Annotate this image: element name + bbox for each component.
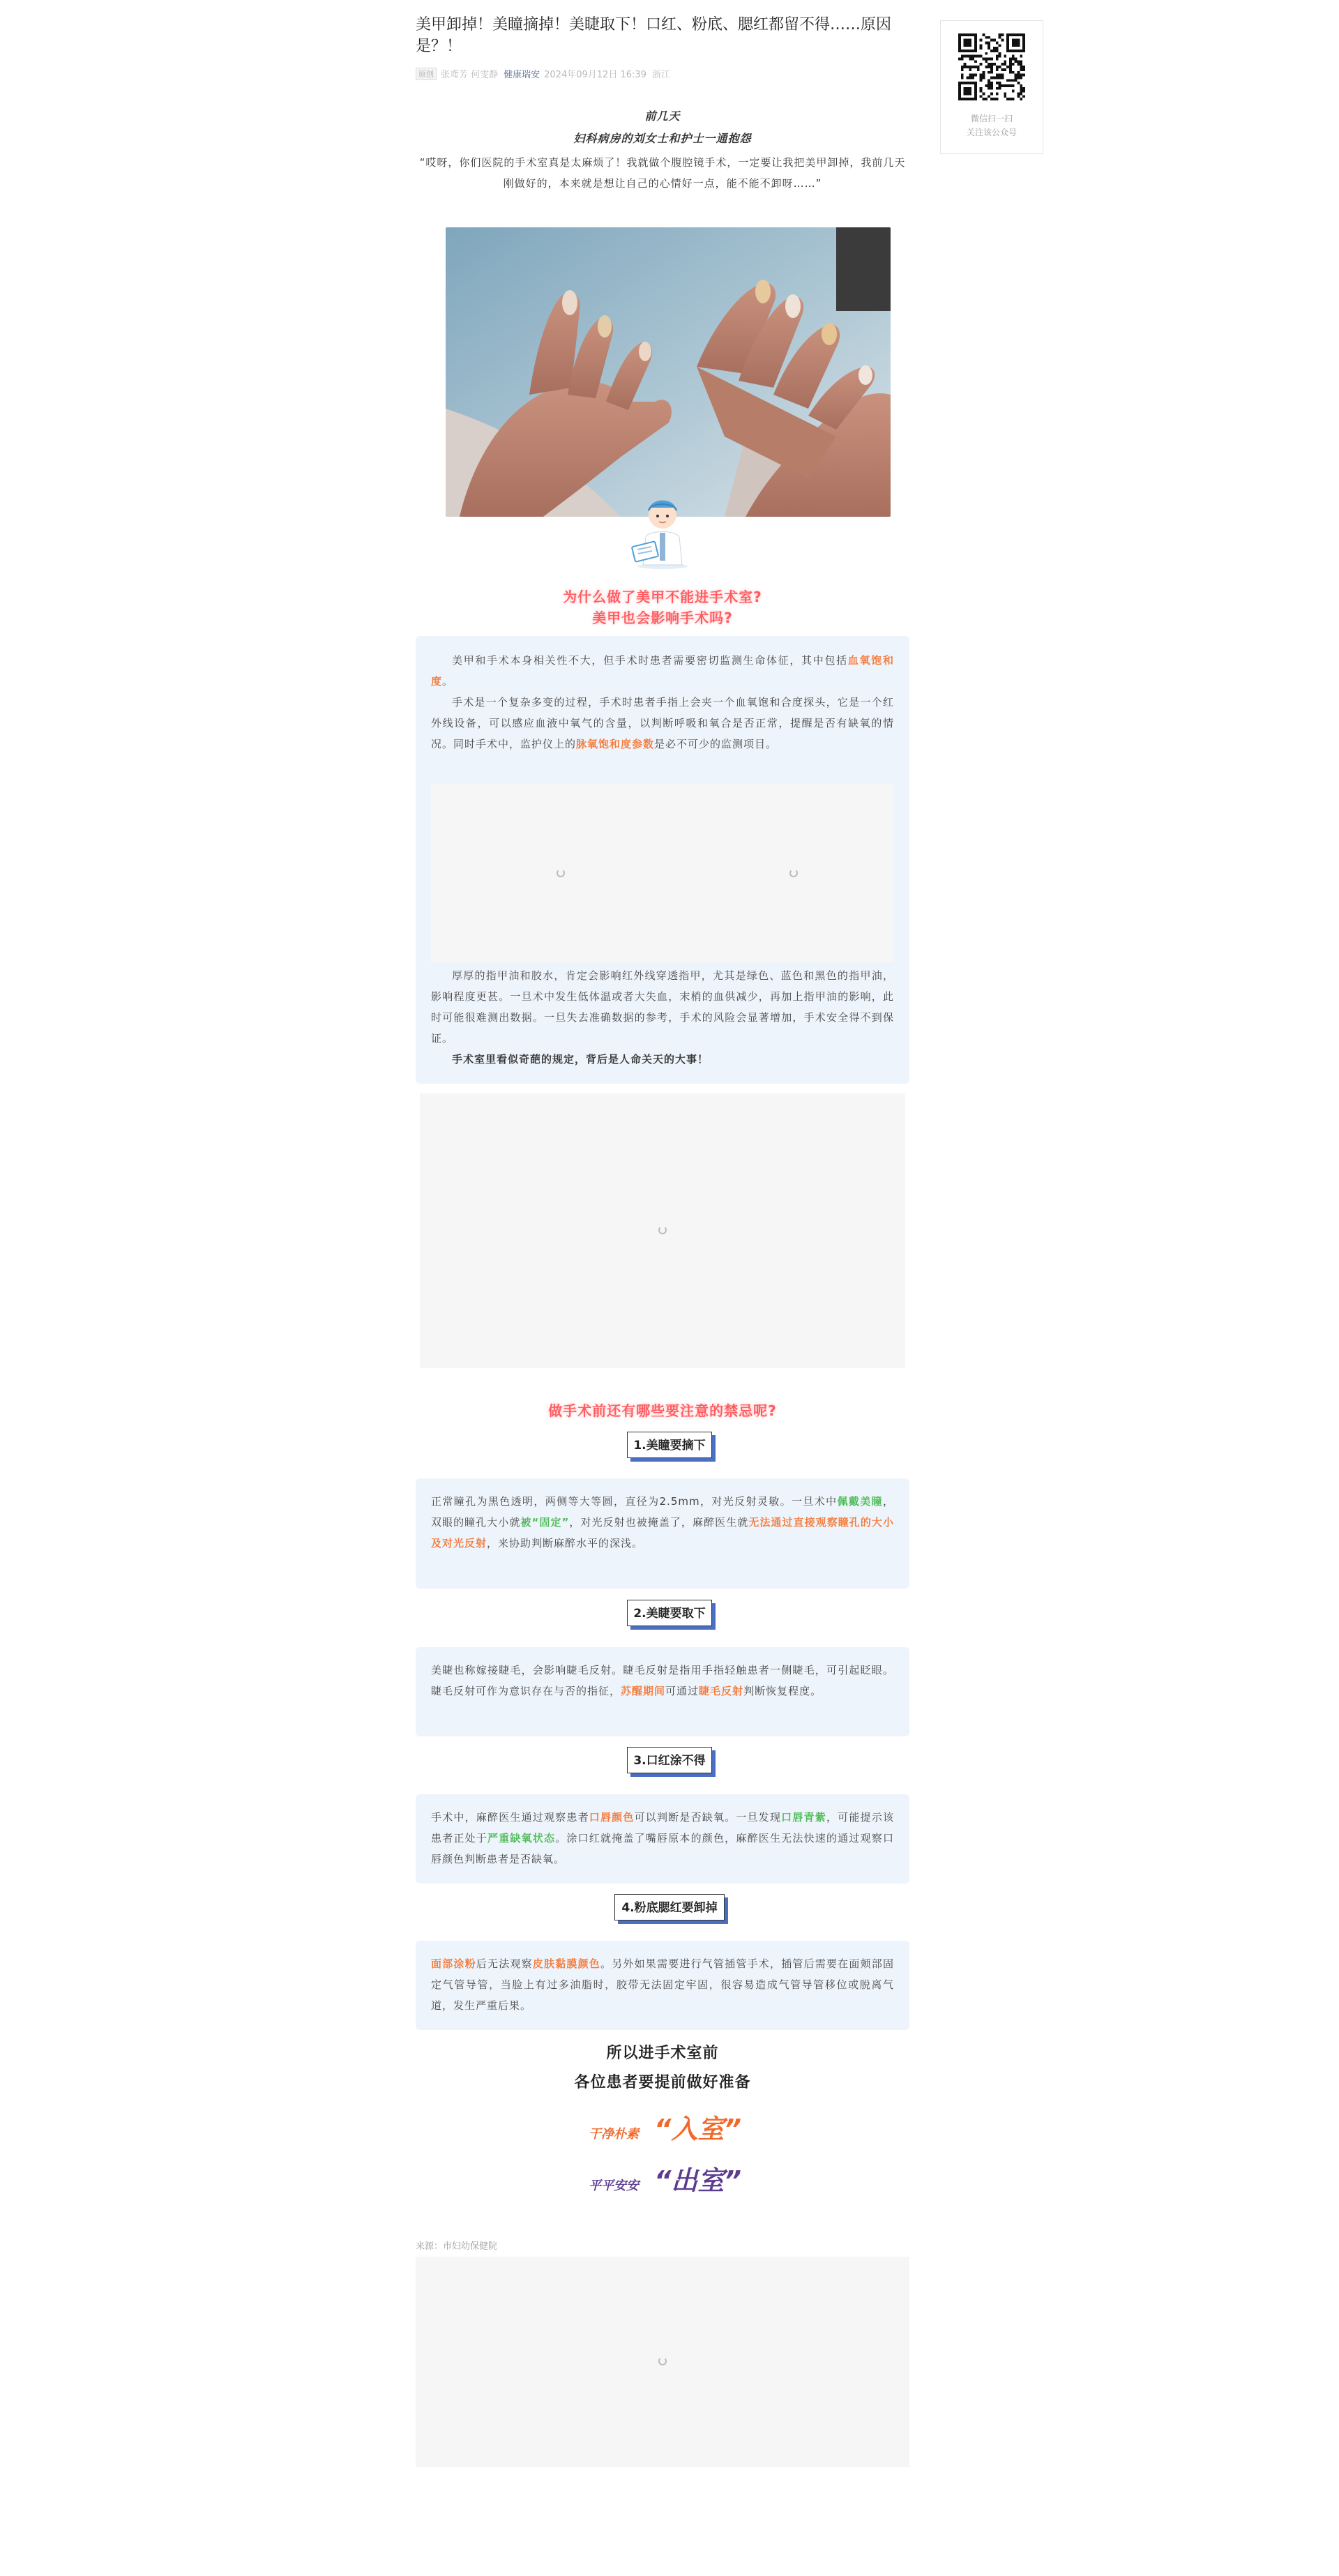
section1-heading-line2: 美甲也会影响手术吗? xyxy=(592,609,733,626)
section1-paragraph-3: 厚厚的指甲油和胶水，肯定会影响红外线穿透指甲，尤其是绿色、蓝色和黑色的指甲油，影响程度更甚。一旦术中发生低体温或者大失血，末梢的血供减少，再加上指甲油的影响，此时可能很难测出数据。一旦失去准确数据的参考，手术的风险会显著增加，手术安全得不到保证。 xyxy=(431,969,894,1045)
section1-box xyxy=(416,636,909,1084)
item-box-eyelash xyxy=(416,1647,909,1736)
slogan-exit-room xyxy=(589,2159,770,2198)
intro-line-1: 前几天 xyxy=(644,109,681,123)
patient-quote: “哎呀，你们医院的手术室真是太麻烦了！我就做个腹腔镜手术，一定要让我把美甲卸掉，我前几天刚做好的，本来就是想让自己的心情好一点，能不能不卸呀……” xyxy=(419,156,906,190)
slogan-1-big: “入室” xyxy=(654,2114,741,2144)
qr-code-icon xyxy=(958,33,1025,100)
item-box-contact-lens xyxy=(416,1478,909,1589)
image-placeholder-bottom xyxy=(416,2257,909,2467)
article-source: 来源：市妇幼保健院 xyxy=(416,2241,498,2252)
article-meta xyxy=(416,67,670,80)
publish-datetime: 2024年09月12日 16:39 xyxy=(544,70,646,80)
section1-paragraph-4: 手术室里看似奇葩的规定，背后是人命关天的大事！ xyxy=(452,1053,709,1066)
publish-location: 浙江 xyxy=(651,70,670,80)
manicure-photo xyxy=(446,227,891,517)
item-text-lipstick: 手术中，麻醉医生通过观察患者口唇颜色可以判断是否缺氧。一旦发现口唇青紫，可能提示该患者正处于严重缺氧状态。涂口红就掩盖了嘴唇原本的颜色，麻醉医生无法快速的通过观察口唇颜色判断患者是否缺氧。 xyxy=(431,1811,894,1865)
item-label-lipstick: 3.口红涂不得 xyxy=(627,1747,712,1773)
item-label-eyelash: 2.美睫要取下 xyxy=(627,1600,712,1626)
loading-spinner-icon xyxy=(658,1226,667,1234)
loading-spinner-icon xyxy=(789,869,798,877)
article-title: 美甲卸掉！美瞳摘掉！美睫取下！口红、粉底、腮红都留不得……原因是？！ xyxy=(416,16,892,55)
section2-heading: 做手术前还有哪些要注意的禁忌呢? xyxy=(548,1402,777,1419)
closing-line-1: 所以进手术室前 xyxy=(606,2045,719,2062)
slogan-2-small: 平平安安 xyxy=(589,2179,639,2193)
section1-paragraph-2: 手术是一个复杂多变的过程，手术时患者手指上会夹一个血氧饱和合度探头，它是一个红外线设备，可以感应血液中氧气的含量，以判断呼吸和氧合是否正常，提醒是否有缺氧的情况。同时手术中，监护仪上的脉氧饱和度参数是必不可少的监测项目。 xyxy=(431,696,894,750)
item-box-foundation xyxy=(416,1941,909,2030)
qr-caption-line2: 关注该公众号 xyxy=(966,128,1017,137)
intro-line-2: 妇科病房的刘女士和护士一通抱怨 xyxy=(573,132,752,145)
original-tag: 原创 xyxy=(416,68,437,80)
qr-caption-line1: 微信扫一扫 xyxy=(970,114,1013,123)
loading-spinner-icon xyxy=(557,869,565,877)
slogan-2-big: “出室” xyxy=(654,2165,741,2196)
section1-paragraph-1: 美甲和手术本身相关性不大，但手术时患者需要密切监测生命体征，其中包括血氧饱和度。 xyxy=(431,654,894,688)
slogan-enter-room xyxy=(589,2107,770,2146)
image-placeholder-large xyxy=(420,1093,905,1368)
item-label-contact-lens: 1.美瞳要摘下 xyxy=(627,1432,712,1458)
item-box-lipstick xyxy=(416,1794,909,1884)
item-text-contact-lens: 正常瞳孔为黑色透明，两侧等大等圆，直径为2.5mm，对光反射灵敏。一旦术中佩戴美瞳，双眼的瞳孔大小就被“固定”，对光反射也被掩盖了，麻醉医生就无法通过直接观察瞳孔的大小及对光反射，来协助判断麻醉水平的深浅。 xyxy=(431,1495,894,1550)
author-names: 张鸢芳 何雯静 xyxy=(441,70,499,80)
item-text-eyelash: 美睫也称嫁接睫毛，会影响睫毛反射。睫毛反射是指用手指轻触患者一侧睫毛，可引起眨眼。睫毛反射可作为意识存在与否的指征，苏醒期间可通过睫毛反射判断恢复程度。 xyxy=(431,1664,894,1697)
image-placeholder-pair xyxy=(431,784,894,962)
section1-heading-line1: 为什么做了美甲不能进手术室? xyxy=(563,589,762,605)
doctor-illustration xyxy=(628,487,697,570)
item-text-foundation: 面部涂粉后无法观察皮肤黏膜颜色。另外如果需要进行气管插管手术，插管后需要在面颊部固定气管导管，当脸上有过多油脂时，胶带无法固定牢固，很容易造成气管导管移位或脱离气道，发生严重后果。 xyxy=(431,1957,894,2012)
item-label-foundation: 4.粉底腮红要卸掉 xyxy=(614,1894,725,1920)
loading-spinner-icon xyxy=(658,2357,667,2365)
account-link[interactable]: 健康瑞安 xyxy=(504,70,540,80)
slogan-1-small: 干净朴素 xyxy=(589,2127,639,2142)
closing-line-2: 各位患者要提前做好准备 xyxy=(574,2074,751,2091)
qr-code-card xyxy=(940,20,1043,154)
